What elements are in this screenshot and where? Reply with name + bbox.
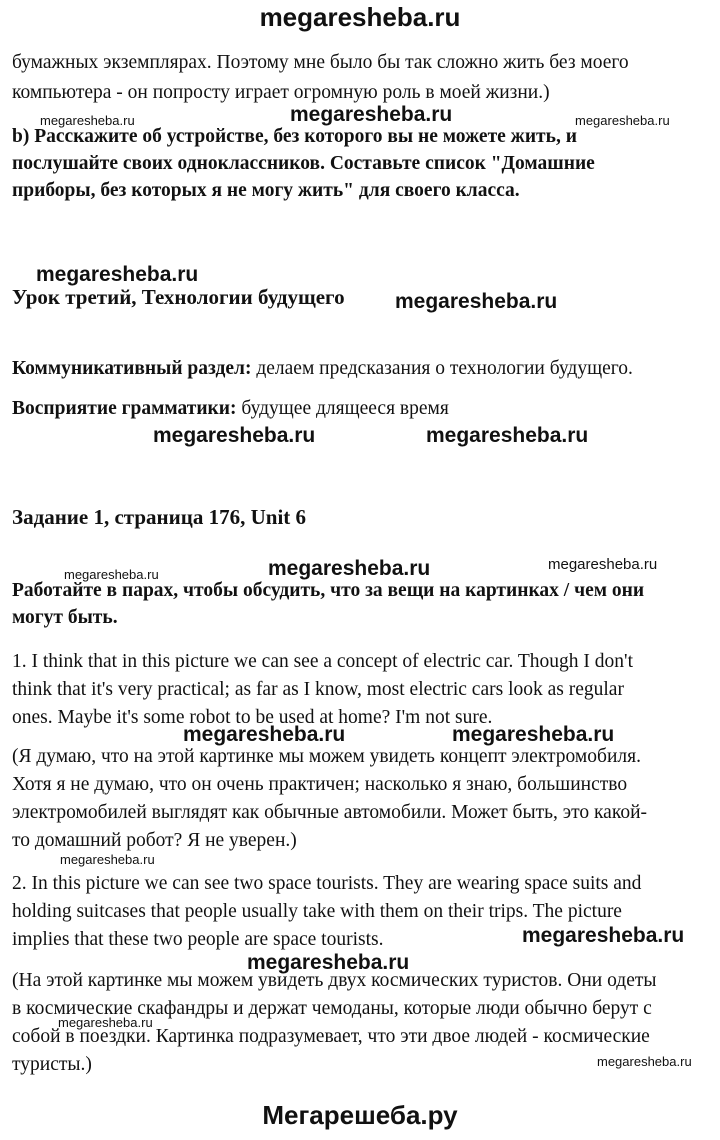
communicative-section <box>12 358 633 380</box>
watermark: megaresheba.ru <box>60 852 155 867</box>
watermark: megaresheba.ru <box>597 1054 692 1069</box>
task-b-line-1: b) Расскажите об устройстве, без которого вы не можете жить, и <box>12 126 577 147</box>
answer2-en-line-3: implies that these two people are space tourists. <box>12 929 384 950</box>
site-header: megaresheba.ru <box>259 2 461 32</box>
grammar-label: Восприятие грамматики: <box>12 398 237 419</box>
grammar-section <box>12 398 449 420</box>
intro-line-1: бумажных экземплярах. Поэтому мне было бы так сложно жить без моего <box>12 52 629 73</box>
answer1-ru-line-4: то домашний робот? Я не уверен.) <box>12 830 297 851</box>
watermark: megaresheba.ru <box>426 424 589 447</box>
answer1-ru-line-1: (Я думаю, что на этой картинке мы можем увидеть концепт электромобиля. <box>12 746 641 767</box>
answer1-ru-line-3: электромобилей выглядят как обычные автомобили. Может быть, это какой- <box>12 802 647 823</box>
watermark: megaresheba.ru <box>36 263 199 286</box>
answer1-ru-line-2: Хотя я не думаю, что он очень практичен; насколько я знаю, большинство <box>12 774 628 795</box>
communicative-label: Коммуникативный раздел: <box>12 358 252 379</box>
answer2-ru-line-3: собой в поездки. Картинка подразумевает, что эти двое людей - космические <box>12 1026 650 1047</box>
answer2-ru-line-1: (На этой картинке мы можем увидеть двух космических туристов. Они одеты <box>12 970 657 991</box>
task1-title: Задание 1, страница 176, Unit 6 <box>12 505 307 529</box>
watermark: megaresheba.ru <box>452 723 615 746</box>
task1-instruction-line-2: могут быть. <box>12 607 118 628</box>
answer2-ru-line-4: туристы.) <box>12 1054 92 1075</box>
watermark: megaresheba.ru <box>395 290 558 313</box>
watermark: megaresheba.ru <box>247 951 410 974</box>
watermark: megaresheba.ru <box>183 723 346 746</box>
communicative-text: делаем предсказания о технологии будущего. <box>251 358 633 379</box>
grammar-text: будущее длящееся время <box>236 398 449 419</box>
site-footer: Мегарешеба.ру <box>262 1100 458 1130</box>
answer1-en-line-3: ones. Maybe it's some robot to be used at home? I'm not sure. <box>12 707 493 728</box>
answer1-en-line-2: think that it's very practical; as far as I know, most electric cars look as regular <box>12 679 624 700</box>
task-b-line-3: приборы, без которых я не могу жить" для своего класса. <box>12 180 520 201</box>
watermark: megaresheba.ru <box>290 103 453 126</box>
watermark: megaresheba.ru <box>548 556 658 573</box>
answer2-en-line-2: holding suitcases that people usually take with them on their trips. The picture <box>12 901 622 922</box>
task1-instruction-line-1: Работайте в парах, чтобы обсудить, что за вещи на картинках / чем они <box>12 580 645 601</box>
watermark: megaresheba.ru <box>40 113 135 128</box>
watermark: megaresheba.ru <box>522 924 685 947</box>
watermark: megaresheba.ru <box>58 1015 153 1030</box>
answer1-en-line-1: 1. I think that in this picture we can see a concept of electric car. Though I don't <box>12 651 633 672</box>
answer2-en-line-1: 2. In this picture we can see two space tourists. They are wearing space suits and <box>12 873 642 894</box>
answer2-ru-line-2: в космические скафандры и держат чемоданы, которые люди обычно берут с <box>12 998 652 1019</box>
watermark: megaresheba.ru <box>575 113 670 128</box>
lesson-title: Урок третий, Технологии будущего <box>12 285 345 309</box>
intro-line-2: компьютера - он попросту играет огромную роль в моей жизни.) <box>12 82 550 103</box>
watermark: megaresheba.ru <box>268 557 431 580</box>
task-b-line-2: послушайте своих одноклассников. Составьте список "Домашние <box>12 153 595 174</box>
watermark: megaresheba.ru <box>153 424 316 447</box>
watermark: megaresheba.ru <box>64 567 159 582</box>
